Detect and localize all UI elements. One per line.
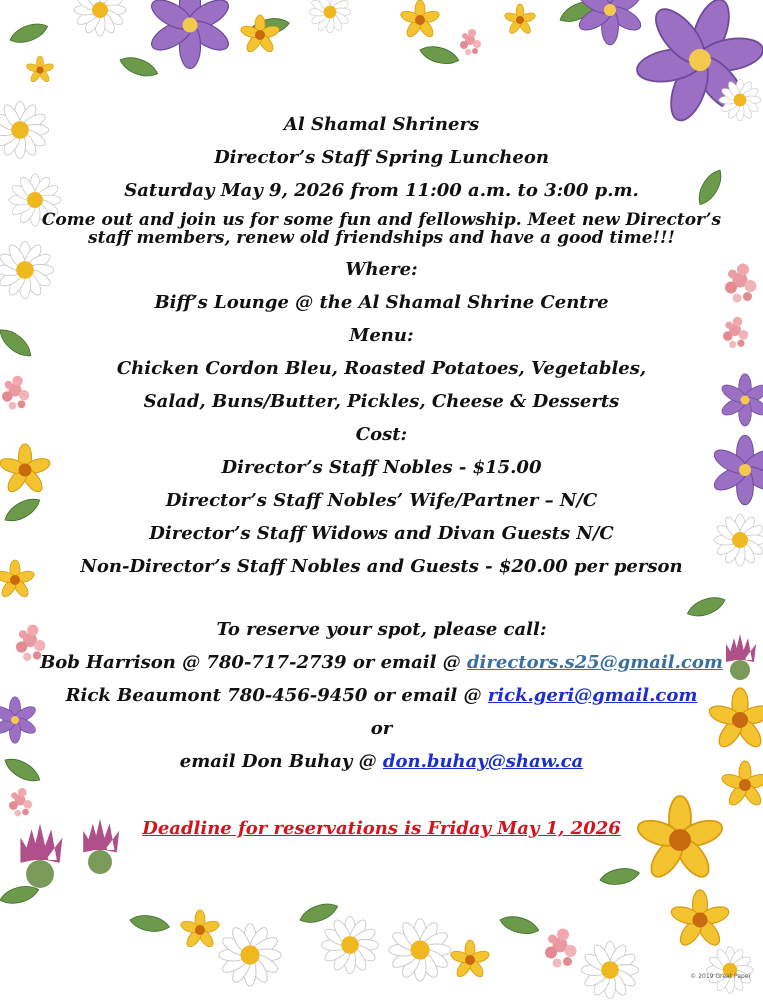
contact-text: email Don Buhay @ (179, 751, 383, 772)
cost-line: Director’s Staff Nobles - $15.00 (221, 457, 542, 478)
contact-text: Rick Beaumont 780-456-9450 or email @ (65, 685, 488, 706)
email-link[interactable]: don.buhay@shaw.ca (382, 751, 584, 772)
cost-line: Non-Director’s Staff Nobles and Guests - $20.00 per person (80, 556, 683, 577)
contact-line (40, 646, 723, 679)
intro-text: Come out and join us for some fun and fellowship. Meet new Director’s staff members, renew old friendships and have a good time!!! (41, 210, 722, 248)
org-title: Al Shamal Shriners (283, 114, 480, 135)
event-title: Director’s Staff Spring Luncheon (214, 147, 549, 168)
contact-line (40, 745, 723, 778)
menu-heading: Menu: (349, 325, 414, 346)
cost-line: Director’s Staff Nobles’ Wife/Partner – N/C (165, 490, 598, 511)
or-separator: or (370, 718, 393, 739)
menu-line: Salad, Buns/Butter, Pickles, Cheese & Desserts (143, 391, 620, 412)
email-link[interactable]: directors.s25@gmail.com (466, 652, 723, 673)
contact-line (40, 679, 723, 712)
menu-line: Chicken Cordon Bleu, Roasted Potatoes, Vegetables, (116, 358, 647, 379)
reserve-heading: To reserve your spot, please call: (216, 619, 547, 640)
flyer-content (40, 108, 723, 845)
event-date: Saturday May 9, 2026 from 11:00 a.m. to 3:00 p.m. (124, 180, 639, 201)
email-link[interactable]: rick.geri@gmail.com (487, 685, 698, 706)
venue: Biff’s Lounge @ the Al Shamal Shrine Centre (154, 292, 609, 313)
deadline-notice: Deadline for reservations is Friday May 1, 2026 (142, 818, 621, 839)
where-heading: Where: (345, 259, 418, 280)
contact-text: Bob Harrison @ 780-717-2739 or email @ (40, 652, 467, 673)
copyright-text: © 2019 Great Paper (690, 973, 751, 980)
cost-line: Director’s Staff Widows and Divan Guests N/C (149, 523, 614, 544)
cost-heading: Cost: (355, 424, 408, 445)
